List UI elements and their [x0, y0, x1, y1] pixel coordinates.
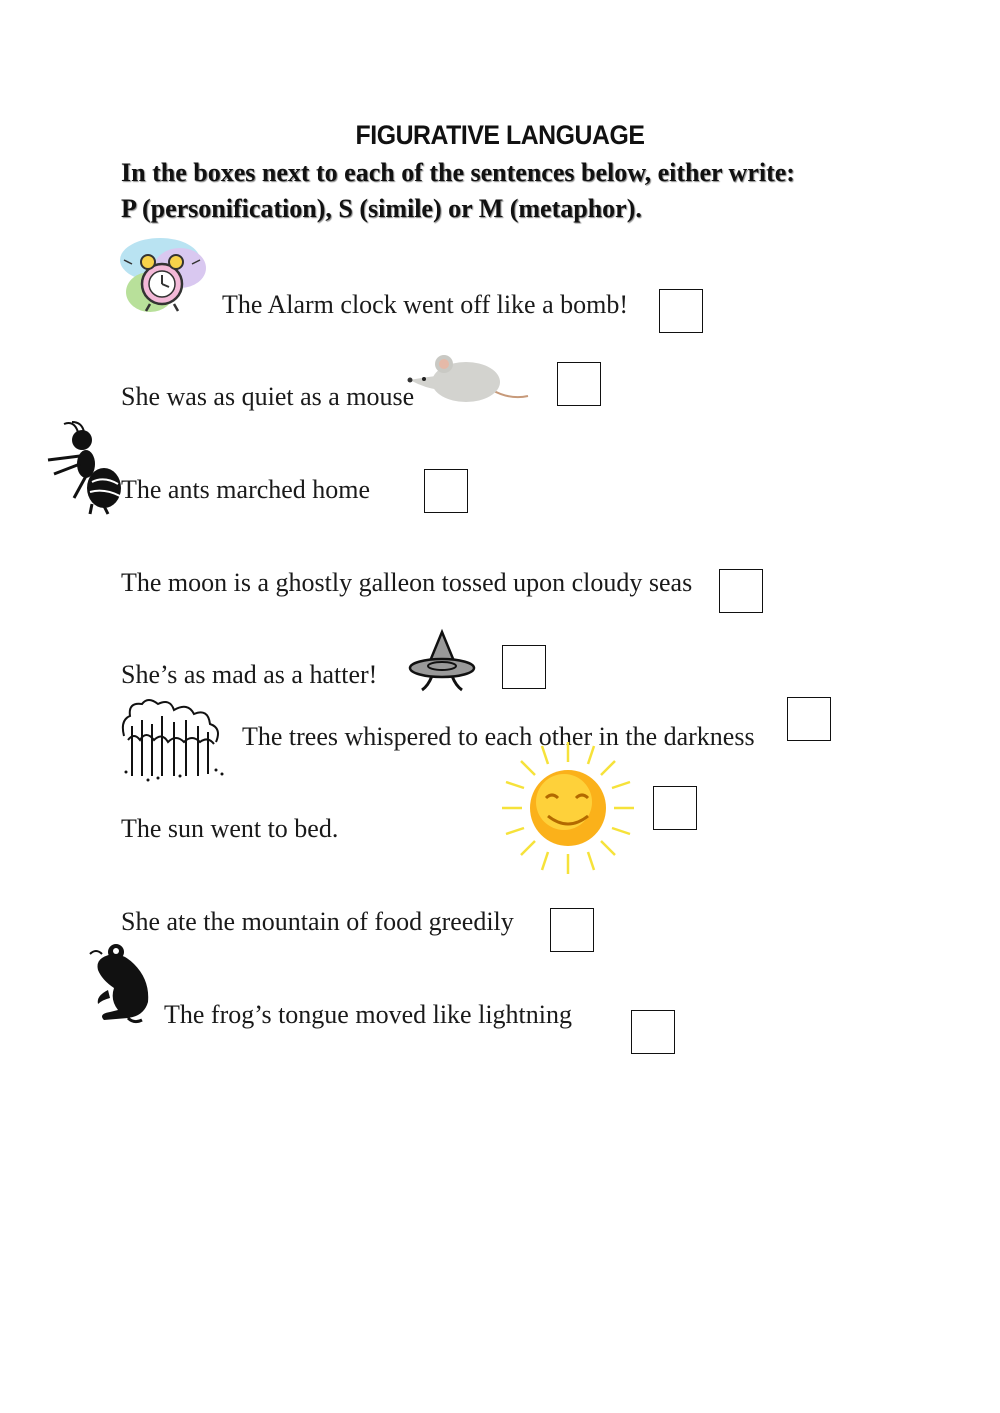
- sentence-4: The moon is a ghostly galleon tossed upon cloudy seas: [121, 568, 693, 597]
- sentence-5: She’s as mad as a hatter!: [121, 660, 378, 689]
- alarm-clock-icon: [118, 234, 210, 316]
- answer-box-4[interactable]: [719, 569, 763, 613]
- instruction-line-1: In the boxes next to each of the sentences below, either write:: [121, 158, 795, 187]
- instruction-line-2: P (personification), S (simile) or M (metaphor).: [121, 194, 642, 223]
- answer-box-7[interactable]: [653, 786, 697, 830]
- sentence-8: She ate the mountain of food greedily: [121, 907, 514, 936]
- sentence-9: The frog’s tongue moved like lightning: [164, 1000, 572, 1029]
- sentence-6: The trees whispered to each other in the darkness: [242, 722, 755, 751]
- answer-box-1[interactable]: [659, 289, 703, 333]
- smiling-sun-icon: [500, 740, 636, 876]
- worksheet-title: FIGURATIVE LANGUAGE: [355, 120, 645, 150]
- witch-hat-icon: [406, 628, 478, 696]
- ant-icon: [44, 418, 126, 516]
- answer-box-3[interactable]: [424, 469, 468, 513]
- sentence-1: The Alarm clock went off like a bomb!: [222, 290, 629, 319]
- mouse-icon: [406, 350, 532, 408]
- frog-icon: [88, 940, 154, 1026]
- answer-box-9[interactable]: [631, 1010, 675, 1054]
- answer-box-5[interactable]: [502, 645, 546, 689]
- trees-icon: [118, 696, 226, 782]
- answer-box-8[interactable]: [550, 908, 594, 952]
- sentence-3: The ants marched home: [121, 475, 371, 504]
- sentence-7: The sun went to bed.: [121, 814, 339, 843]
- answer-box-2[interactable]: [557, 362, 601, 406]
- answer-box-6[interactable]: [787, 697, 831, 741]
- sentence-2: She was as quiet as a mouse: [121, 382, 415, 411]
